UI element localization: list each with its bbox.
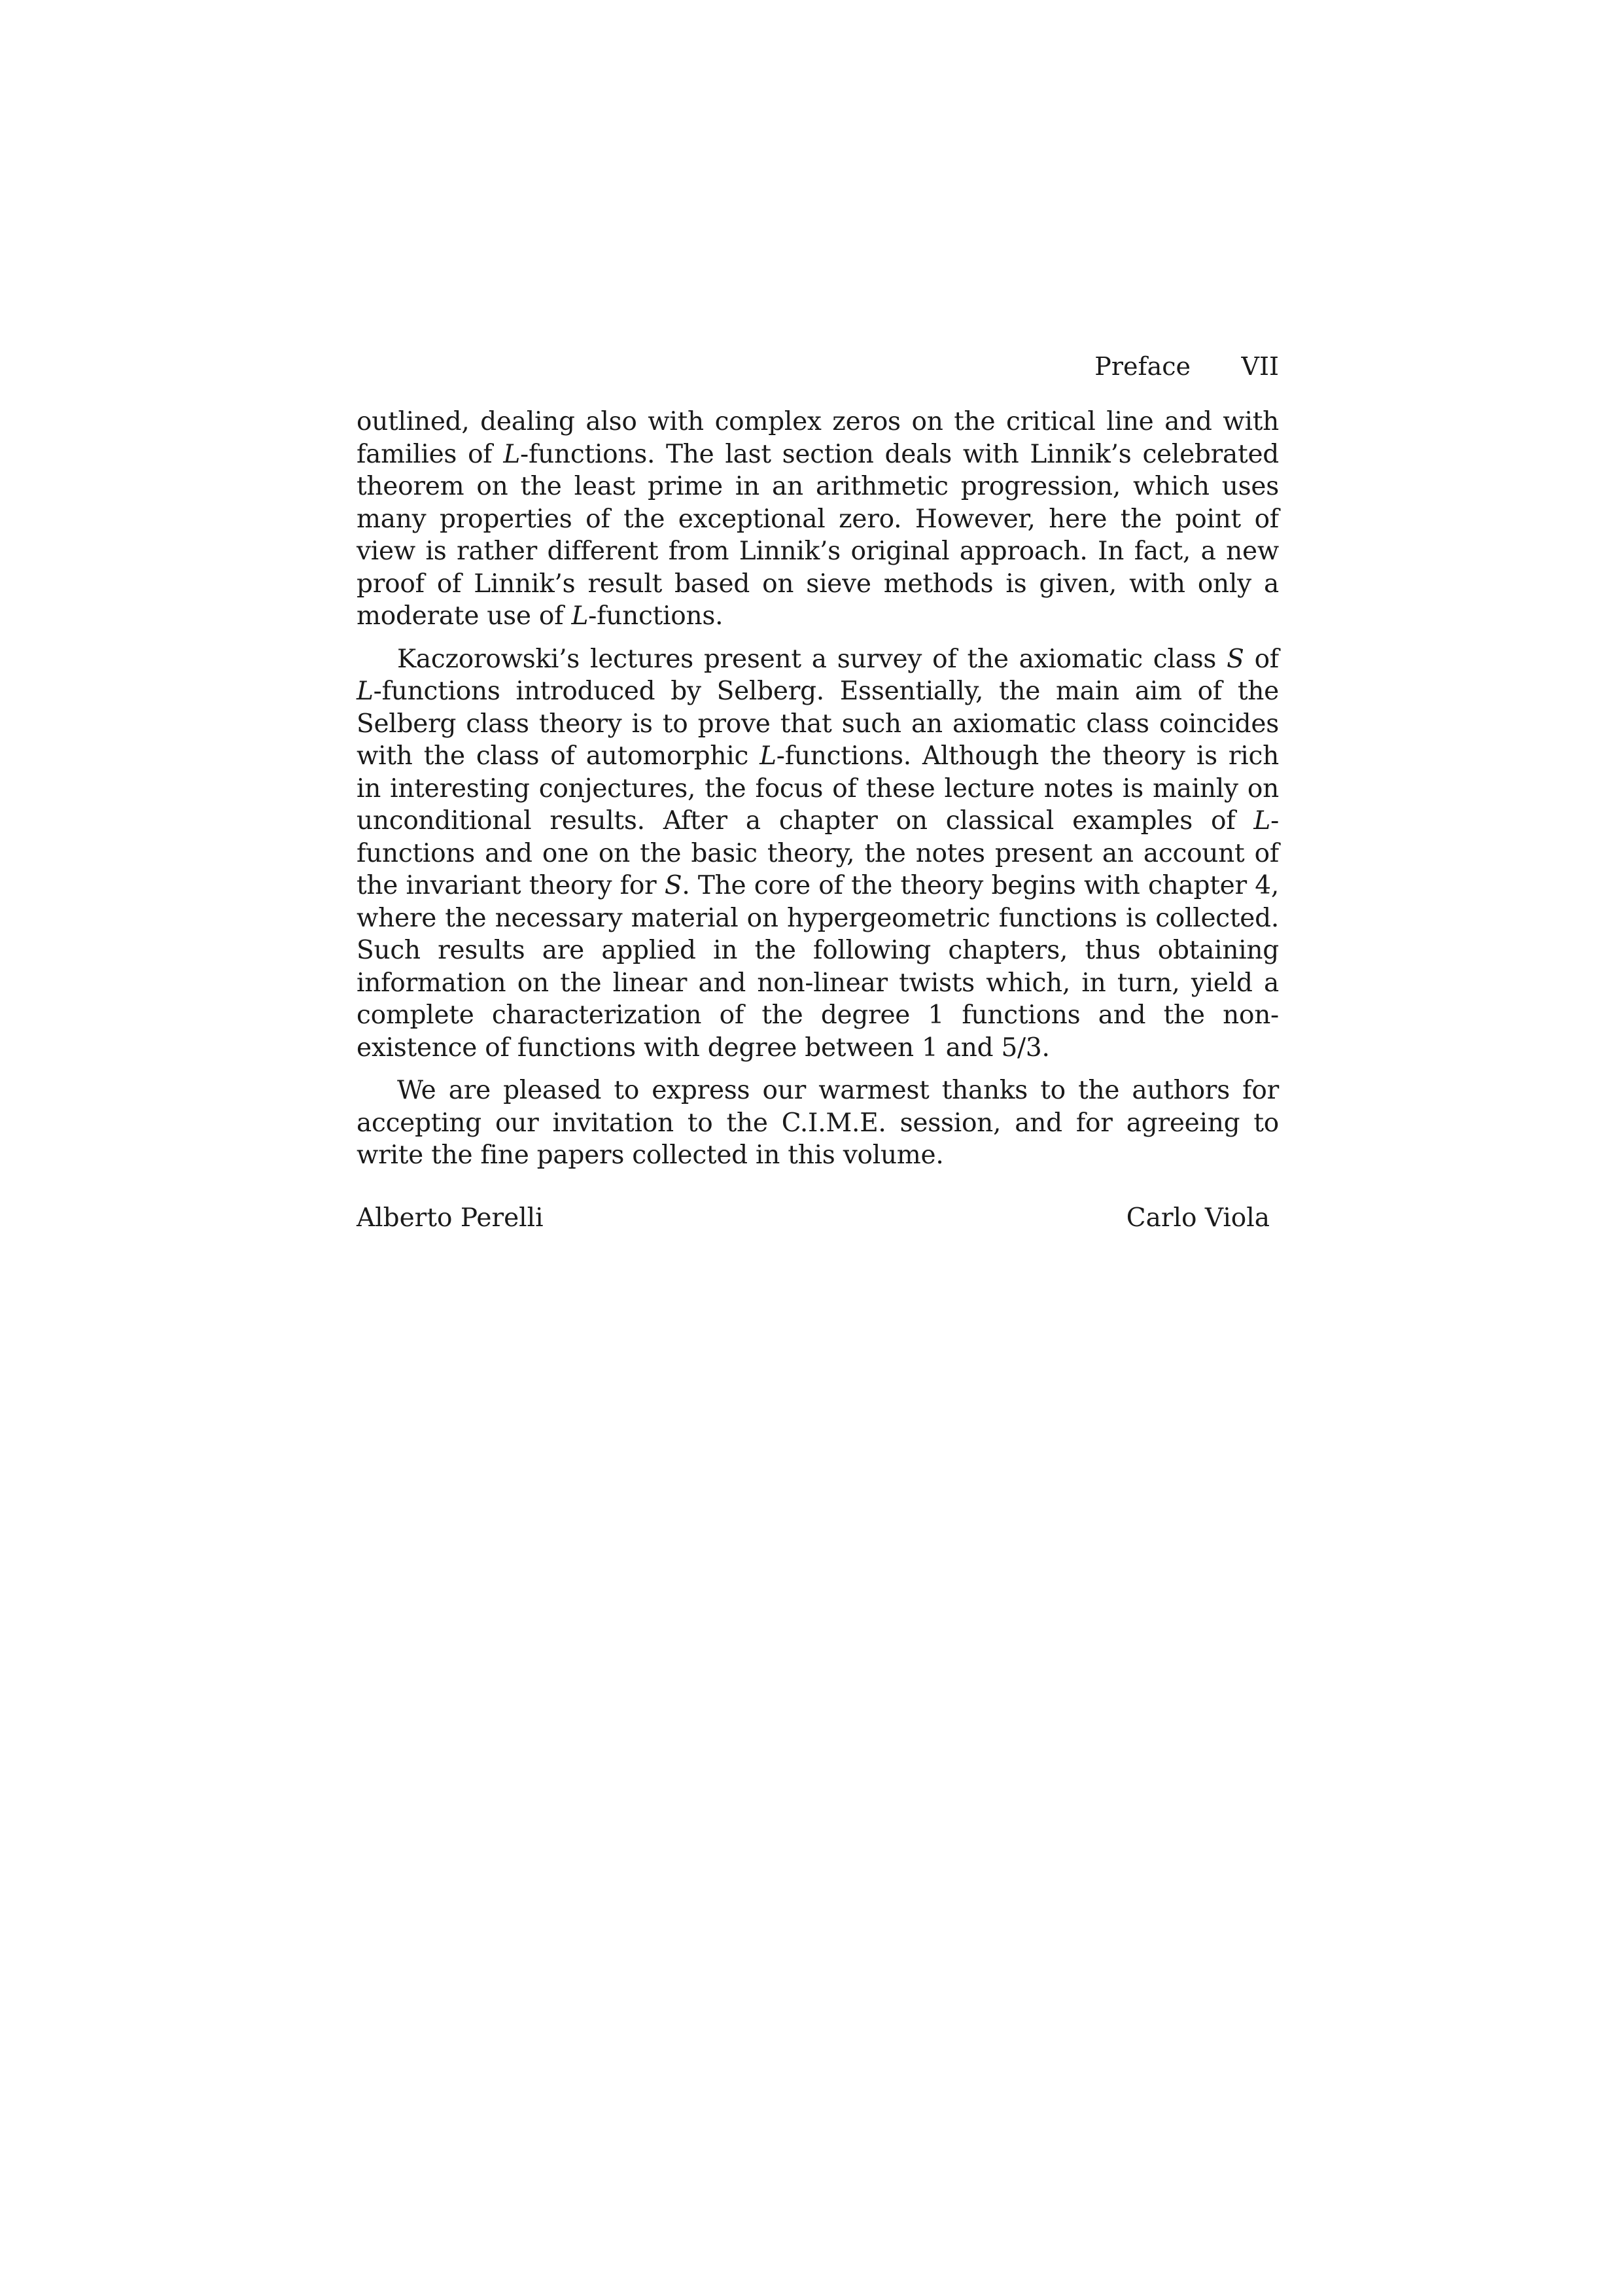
math-symbol-S: S: [1227, 644, 1244, 674]
paragraph-2-text: of: [1244, 644, 1279, 674]
paragraph-2-text: Kaczorowski’s lectures present a survey of the axiomatic class: [397, 644, 1227, 674]
signature-carlo-viola: Carlo Viola: [1126, 1203, 1270, 1233]
math-symbol-L: L: [759, 741, 777, 771]
page-header: [357, 347, 1279, 386]
paragraph-2-text: . The core of the theory begins with chapter 4, where the necessary material on hypergeometric functions is collected. Such results are applied in the following chapters, thus obtaining information on the linear and non-linear twists which, in turn, yield a complete characterization of the degree 1 functions and the non-existence of functions with degree between 1 and 5/3.: [357, 871, 1279, 1063]
paragraph-2-text: -functions introduced by Selberg. Essentially, the main aim of the Selberg class theory is to prove that such an axiomatic class coincides with the class of automorphic: [357, 677, 1279, 771]
math-symbol-L: L: [357, 677, 374, 706]
math-symbol-S: S: [664, 871, 682, 900]
math-symbol-L: L: [571, 601, 589, 631]
running-title: Preface: [1094, 352, 1191, 381]
paragraph-1-text: -functions. The last section deals with Linnik’s celebrated theorem on the least prime in an arithmetic progression, which uses many properties of the exceptional zero. However, here the point of view is rather different from Linnik’s original approach. In fact, a new proof of Linnik’s result based on sieve methods is given, with only a moderate use of: [357, 439, 1280, 631]
paragraph-2-text: -functions and one on the basic theory, the notes present an account of the invariant theory for: [357, 806, 1279, 900]
paragraph-2-text: -functions. Although the theory is rich in interesting conjectures, the focus of these lecture notes is mainly on unconditional results. After a chapter on classical examples of: [357, 741, 1279, 836]
math-symbol-L: L: [1253, 806, 1271, 836]
paragraph-2: [357, 643, 1279, 1065]
page-number: VII: [1241, 352, 1279, 381]
math-symbol-L: L: [503, 439, 521, 469]
signature-alberto-perelli: Alberto Perelli: [357, 1203, 544, 1233]
paragraph-1-text: -functions.: [588, 601, 724, 631]
paragraph-1: [357, 406, 1279, 633]
preface-body: [357, 406, 1279, 1172]
signatures: [357, 1199, 1279, 1238]
paragraph-3: We are pleased to express our warmest thanks to the authors for accepting our invitation to the C.I.M.E. session, and for agreeing to write the fine papers collected in this volume.: [357, 1076, 1279, 1170]
paragraph-1-text: outlined, dealing also with complex zeros on the critical line and with families of: [357, 407, 1279, 469]
